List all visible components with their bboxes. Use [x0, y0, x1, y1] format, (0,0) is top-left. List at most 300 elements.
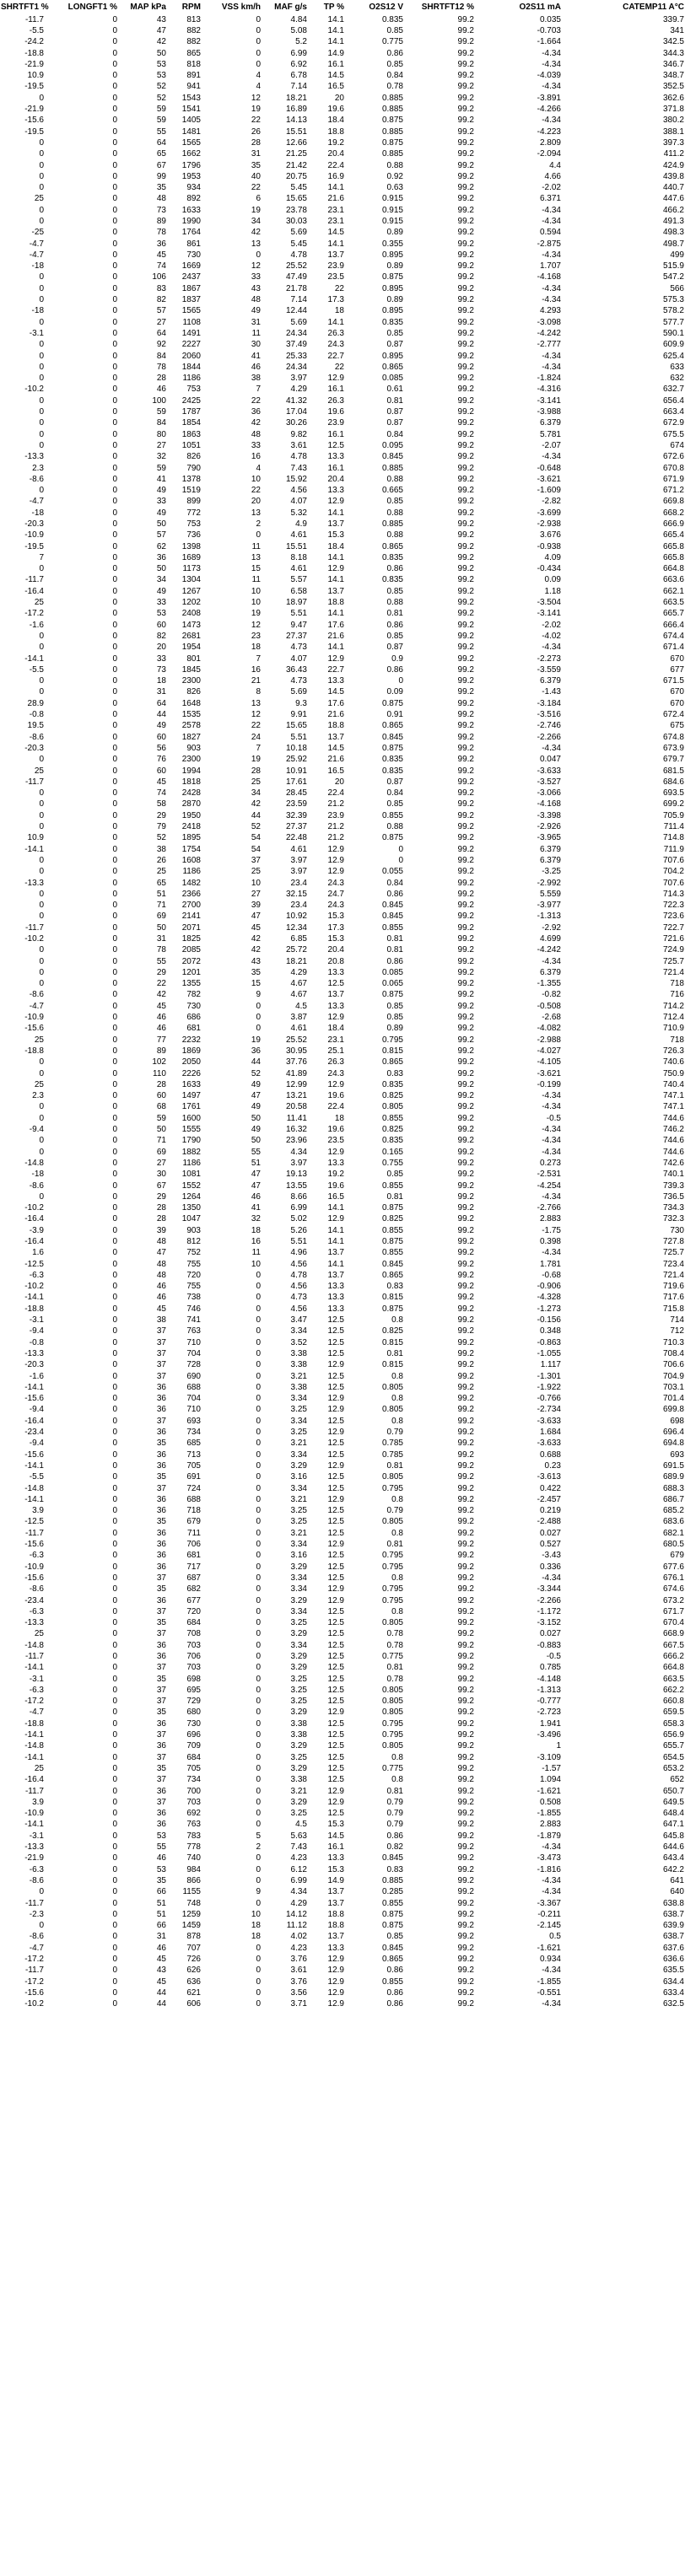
- table-cell: 50: [156, 48, 166, 58]
- table-cell: 3.34: [290, 1573, 307, 1583]
- table-cell: 718: [670, 979, 684, 989]
- table-cell: 46: [156, 1282, 166, 1292]
- table-cell: 0: [112, 1460, 117, 1471]
- table-cell: 99.2: [457, 362, 474, 372]
- table-cell: 2428: [181, 788, 201, 799]
- table-cell: 0.835: [381, 575, 403, 585]
- table-cell: 704: [186, 1394, 201, 1404]
- table-cell: 99.2: [457, 933, 474, 944]
- table-cell: 35: [156, 1618, 166, 1628]
- table-cell: 99.2: [457, 82, 474, 92]
- table-cell: 89: [156, 216, 166, 226]
- table-cell: 44: [156, 1987, 166, 1998]
- table-cell: 0.79: [386, 1820, 403, 1830]
- table-cell: 0: [112, 137, 117, 148]
- table-cell: 0.875: [381, 1304, 403, 1314]
- table-cell: -3.504: [537, 598, 561, 608]
- table-cell: -12.5: [24, 1517, 44, 1527]
- table-cell: 4.78: [290, 1270, 307, 1280]
- table-cell: 695: [186, 1685, 201, 1695]
- table-cell: 0: [256, 1282, 261, 1292]
- table-cell: 711.4: [663, 822, 684, 832]
- table-cell: 4.84: [290, 14, 307, 24]
- table-cell: 744.6: [662, 1147, 684, 1157]
- table-cell: 0.86: [386, 956, 403, 966]
- table-cell: 17.04: [285, 407, 307, 417]
- table-cell: 0: [256, 1584, 261, 1595]
- table-cell: -14.1: [24, 1663, 44, 1673]
- table-cell: 1186: [182, 374, 201, 384]
- table-cell: -1.313: [537, 1685, 561, 1695]
- table-cell: 21.25: [285, 149, 307, 159]
- table-cell: 13.21: [285, 1091, 307, 1101]
- table-cell: 0: [112, 575, 117, 585]
- table-cell: 1787: [181, 407, 201, 417]
- table-cell: 12.5: [327, 1551, 344, 1561]
- table-cell: 53: [156, 59, 166, 69]
- table-cell: 0.81: [386, 1191, 403, 1202]
- table-cell: 0: [112, 1606, 117, 1616]
- table-cell: 49: [251, 1079, 261, 1089]
- column-header-o2s11: O2S11 mA: [519, 3, 561, 12]
- table-cell: 10.18: [285, 743, 307, 753]
- table-cell: 0: [39, 855, 44, 865]
- table-cell: -1.855: [537, 1809, 561, 1819]
- table-cell: 0.845: [381, 1259, 403, 1269]
- table-cell: 0: [112, 1820, 117, 1830]
- table-cell: 25: [34, 1035, 44, 1045]
- table-cell: 0.815: [381, 1360, 403, 1370]
- table-cell: 6.99: [290, 48, 307, 58]
- table-cell: -15.6: [24, 1540, 44, 1550]
- table-cell: 783: [186, 1831, 201, 1841]
- table-row: [0, 1640, 685, 1651]
- table-row: [0, 912, 685, 922]
- table-cell: 24.7: [327, 889, 344, 899]
- table-cell: 37: [156, 1752, 166, 1762]
- table-cell: 36: [156, 1494, 166, 1504]
- table-cell: 0: [112, 1831, 117, 1841]
- table-cell: 14.1: [327, 14, 344, 24]
- table-cell: 5.69: [290, 228, 307, 238]
- table-cell: 99.2: [457, 777, 474, 787]
- table-cell: 99.2: [457, 1932, 474, 1942]
- table-cell: 0.865: [381, 721, 403, 731]
- table-cell: 23.1: [327, 1035, 344, 1045]
- table-cell: 866: [186, 1875, 201, 1885]
- table-cell: 50: [156, 519, 166, 529]
- table-cell: 0: [112, 429, 117, 439]
- table-cell: -4.242: [537, 328, 561, 338]
- table-cell: 12.34: [285, 922, 307, 933]
- table-cell: 665.7: [662, 609, 684, 619]
- table-cell: 0: [112, 1113, 117, 1123]
- table-cell: 0.84: [386, 71, 403, 81]
- table-cell: 99.2: [457, 497, 474, 507]
- table-cell: 0.875: [381, 833, 403, 843]
- table-cell: 21.2: [327, 833, 344, 843]
- table-cell: 3.76: [290, 1955, 307, 1964]
- table-cell: 3.29: [290, 1629, 307, 1639]
- table-cell: -3.109: [537, 1752, 561, 1762]
- table-cell: 13.7: [327, 1898, 344, 1908]
- table-cell: 25.52: [285, 261, 307, 272]
- table-cell: 0: [39, 1921, 44, 1931]
- table-cell: 2085: [181, 945, 201, 955]
- table-cell: 650.7: [662, 1786, 684, 1796]
- table-cell: 703: [186, 1663, 201, 1673]
- table-cell: 37: [156, 1483, 166, 1493]
- table-cell: 5.57: [290, 575, 307, 585]
- table-cell: -16.4: [24, 1775, 44, 1785]
- table-cell: 0: [112, 979, 117, 989]
- table-cell: 707.6: [662, 855, 684, 865]
- table-cell: 55: [156, 956, 166, 966]
- table-cell: 0: [256, 1629, 261, 1639]
- table-cell: 11.41: [286, 1113, 307, 1123]
- table-cell: 0: [112, 1147, 117, 1157]
- table-cell: 0.855: [381, 922, 403, 933]
- table-cell: 703: [186, 1797, 201, 1807]
- table-cell: 3.52: [290, 1337, 307, 1347]
- table-cell: 0: [112, 766, 117, 776]
- table-cell: 1047: [181, 1214, 201, 1224]
- table-cell: 3.34: [290, 1640, 307, 1650]
- table-cell: -14.1: [24, 1820, 44, 1830]
- table-cell: 640: [670, 1887, 684, 1897]
- table-cell: 99.2: [457, 1887, 474, 1897]
- table-cell: 0: [112, 1214, 117, 1224]
- table-cell: 0.8: [391, 1775, 403, 1785]
- table-cell: -3.141: [537, 609, 561, 619]
- table-cell: 0: [112, 1663, 117, 1673]
- table-cell: 0.8: [391, 1573, 403, 1583]
- table-cell: 6.12: [290, 1864, 307, 1874]
- table-cell: 0: [256, 1013, 261, 1023]
- table-cell: 2227: [181, 340, 201, 350]
- table-cell: 13.7: [327, 519, 344, 529]
- table-cell: 0: [39, 418, 44, 428]
- table-cell: -4.34: [542, 452, 561, 462]
- table-cell: 0: [39, 631, 44, 641]
- table-row: [0, 1382, 685, 1393]
- table-cell: 23.4: [290, 901, 307, 911]
- table-cell: 515.9: [662, 261, 684, 272]
- table-cell: 740.1: [662, 1170, 684, 1180]
- table-row: [0, 1887, 685, 1898]
- table-cell: 13: [251, 239, 261, 249]
- table-cell: 720: [186, 1606, 201, 1616]
- table-row: [0, 1707, 685, 1718]
- table-cell: 12.9: [327, 1987, 344, 1998]
- table-cell: 42: [251, 933, 261, 944]
- table-cell: 4.23: [290, 1943, 307, 1953]
- table-cell: 0: [256, 1371, 261, 1381]
- table-cell: 42: [251, 418, 261, 428]
- table-cell: 58: [156, 799, 166, 809]
- table-cell: 99.2: [457, 1282, 474, 1292]
- table-cell: 0: [112, 295, 117, 305]
- table-cell: 0: [112, 912, 117, 922]
- table-cell: 665.8: [662, 552, 684, 562]
- table-cell: 0: [256, 1483, 261, 1493]
- table-cell: 1633: [181, 205, 201, 215]
- table-cell: 0: [256, 1674, 261, 1684]
- table-cell: -16.4: [24, 1416, 44, 1426]
- table-cell: 35: [156, 1707, 166, 1718]
- table-cell: 0: [112, 1035, 117, 1045]
- table-cell: 23.96: [285, 1136, 307, 1146]
- table-cell: 24.34: [285, 362, 307, 372]
- table-cell: 99.2: [457, 1348, 474, 1358]
- table-cell: 0.825: [381, 1214, 403, 1224]
- table-cell: 0: [256, 1360, 261, 1370]
- table-cell: 27: [251, 889, 261, 899]
- table-cell: 1173: [182, 564, 201, 574]
- table-cell: 99.2: [457, 990, 474, 1000]
- table-cell: 0.85: [386, 631, 403, 641]
- table-cell: 12.9: [327, 1079, 344, 1089]
- table-cell: 12.5: [327, 979, 344, 989]
- table-cell: -3.699: [537, 508, 561, 518]
- table-cell: -10.9: [24, 1013, 44, 1023]
- table-cell: 1355: [181, 979, 201, 989]
- table-row: [0, 1012, 685, 1023]
- table-cell: -10.9: [24, 1809, 44, 1819]
- table-cell: 99.2: [457, 889, 474, 899]
- table-cell: -1.879: [537, 1831, 561, 1841]
- table-cell: 13.3: [327, 1304, 344, 1314]
- table-cell: -4.34: [542, 1136, 561, 1146]
- table-cell: -2.531: [537, 1170, 561, 1180]
- table-cell: 33: [156, 497, 166, 507]
- table-cell: 3.71: [290, 1999, 307, 2009]
- table-cell: 891: [186, 71, 201, 81]
- table-cell: 0.085: [381, 374, 403, 384]
- table-cell: 99.2: [457, 171, 474, 181]
- table-cell: 13.7: [327, 586, 344, 596]
- table-cell: 32.39: [285, 810, 307, 820]
- table-cell: 99.2: [457, 261, 474, 272]
- table-cell: 666.9: [662, 519, 684, 529]
- table-cell: -4.34: [542, 1248, 561, 1258]
- table-cell: 12.9: [327, 374, 344, 384]
- table-cell: 0: [256, 1517, 261, 1527]
- table-cell: 0: [112, 552, 117, 562]
- table-cell: 4.9: [295, 519, 307, 529]
- table-cell: 99.2: [457, 1786, 474, 1796]
- table-cell: 0: [256, 1449, 261, 1460]
- table-cell: 42: [251, 945, 261, 955]
- table-cell: 50: [156, 922, 166, 933]
- table-cell: 0: [112, 643, 117, 653]
- table-cell: 670: [670, 698, 684, 708]
- table-cell: 590.1: [662, 328, 684, 338]
- table-cell: 25: [34, 598, 44, 608]
- table-row: [0, 1729, 685, 1740]
- table-cell: 19.5: [27, 721, 44, 731]
- table-cell: 0: [39, 676, 44, 686]
- table-cell: 0.8: [391, 1371, 403, 1381]
- table-cell: 99.2: [457, 351, 474, 361]
- table-cell: 704.9: [662, 1371, 684, 1381]
- table-row: [0, 867, 685, 878]
- table-row: [0, 1416, 685, 1427]
- table-row: [0, 1809, 685, 1820]
- table-cell: -2.457: [537, 1494, 561, 1504]
- table-cell: 77: [156, 1035, 166, 1045]
- table-cell: 1350: [181, 1203, 201, 1213]
- table-cell: 698: [670, 1416, 684, 1426]
- table-cell: 712.4: [662, 1013, 684, 1023]
- table-cell: -3.621: [537, 1068, 561, 1078]
- table-cell: 99.2: [457, 452, 474, 462]
- table-row: [0, 1202, 685, 1213]
- table-row: [0, 687, 685, 698]
- table-cell: 25: [156, 867, 166, 877]
- table-cell: 99.2: [457, 1697, 474, 1707]
- table-cell: 0.85: [386, 799, 403, 809]
- table-cell: 1186: [182, 867, 201, 877]
- table-cell: 4.29: [290, 385, 307, 395]
- table-cell: 99.2: [457, 878, 474, 888]
- table-cell: 23.4: [290, 878, 307, 888]
- table-cell: 0: [112, 1416, 117, 1426]
- table-cell: 47.49: [285, 272, 307, 282]
- table-cell: 24.3: [327, 340, 344, 350]
- table-cell: 1491: [181, 328, 201, 338]
- table-cell: 0.885: [381, 93, 403, 103]
- table-cell: 99.2: [457, 1079, 474, 1089]
- table-cell: 685: [186, 1439, 201, 1449]
- table-row: [0, 1225, 685, 1236]
- table-cell: 3.76: [290, 1976, 307, 1987]
- table-cell: 3.25: [290, 1809, 307, 1819]
- table-cell: 0: [112, 116, 117, 126]
- table-cell: 12.99: [285, 1079, 307, 1089]
- table-cell: 0: [112, 1506, 117, 1516]
- table-cell: 1863: [181, 429, 201, 439]
- table-cell: 0: [256, 1326, 261, 1336]
- table-cell: 0.855: [381, 810, 403, 820]
- table-cell: 882: [186, 37, 201, 47]
- table-cell: 60: [156, 1091, 166, 1101]
- table-cell: 0: [112, 1405, 117, 1415]
- table-cell: -2.92: [542, 922, 561, 933]
- table-cell: 13.3: [327, 967, 344, 977]
- table-cell: 51: [156, 1909, 166, 1919]
- table-cell: 0: [112, 250, 117, 260]
- table-cell: 0: [112, 216, 117, 226]
- table-cell: 705: [186, 1763, 201, 1773]
- table-cell: 0: [39, 889, 44, 899]
- table-cell: 41: [156, 474, 166, 484]
- table-cell: 12.9: [327, 1976, 344, 1987]
- table-cell: 99.2: [457, 1113, 474, 1123]
- table-cell: 726.3: [662, 1046, 684, 1056]
- table-cell: 20: [156, 643, 166, 653]
- table-cell: 1825: [181, 933, 201, 944]
- table-cell: 12.9: [327, 564, 344, 574]
- table-row: [0, 1909, 685, 1920]
- table-cell: 99.2: [457, 1125, 474, 1135]
- table-cell: 346.7: [662, 59, 684, 69]
- table-cell: -15.6: [24, 1024, 44, 1034]
- table-cell: 0: [39, 799, 44, 809]
- table-cell: 0.83: [386, 1864, 403, 1874]
- table-cell: 35: [156, 1674, 166, 1684]
- table-cell: 4.29: [290, 1898, 307, 1908]
- table-cell: 671.9: [662, 474, 684, 484]
- table-cell: 99.2: [457, 912, 474, 922]
- table-cell: 0: [398, 844, 403, 854]
- table-cell: 0.83: [386, 1068, 403, 1078]
- table-row: [0, 1966, 685, 1976]
- table-cell: -4.34: [542, 48, 561, 58]
- table-cell: 0.805: [381, 1405, 403, 1415]
- table-cell: 0: [256, 1606, 261, 1616]
- table-cell: 25.33: [285, 351, 307, 361]
- table-row: [0, 497, 685, 508]
- table-cell: 681: [186, 1024, 201, 1034]
- table-row: [0, 1864, 685, 1875]
- table-cell: 0: [112, 653, 117, 664]
- table-cell: -2.3: [29, 1909, 44, 1919]
- table-cell: -2.926: [537, 822, 561, 832]
- table-row: [0, 70, 685, 81]
- table-cell: 30.95: [285, 1046, 307, 1056]
- table-cell: 26: [251, 126, 261, 137]
- table-cell: 43: [156, 1966, 166, 1976]
- table-cell: -4.7: [29, 239, 44, 249]
- table-cell: 0: [112, 1449, 117, 1460]
- table-cell: 641: [670, 1875, 684, 1885]
- table-cell: 99.2: [457, 1640, 474, 1650]
- table-cell: 0.85: [386, 586, 403, 596]
- table-cell: 674.8: [662, 732, 684, 742]
- table-cell: 0: [112, 1528, 117, 1538]
- table-cell: 714.2: [662, 1001, 684, 1011]
- table-cell: -15.6: [24, 1573, 44, 1583]
- table-cell: -3.141: [537, 395, 561, 406]
- table-cell: 1882: [181, 1147, 201, 1157]
- table-cell: 0.845: [381, 732, 403, 742]
- table-cell: 0.795: [381, 1584, 403, 1595]
- table-cell: 2300: [181, 676, 201, 686]
- table-cell: 20: [251, 497, 261, 507]
- table-cell: 704.2: [662, 867, 684, 877]
- table-cell: 53: [156, 71, 166, 81]
- table-cell: 99.2: [457, 855, 474, 865]
- table-cell: 0: [256, 1348, 261, 1358]
- table-cell: 3.676: [539, 530, 561, 540]
- table-cell: 12.9: [327, 1013, 344, 1023]
- table-cell: 13.55: [285, 1180, 307, 1191]
- table-cell: 99.2: [457, 967, 474, 977]
- table-row: [0, 1797, 685, 1808]
- table-cell: 663.5: [662, 598, 684, 608]
- table-cell: 99.2: [457, 1573, 474, 1583]
- table-cell: 99.2: [457, 1102, 474, 1112]
- table-cell: 0: [39, 362, 44, 372]
- table-cell: 674: [670, 440, 684, 450]
- table-cell: 1541: [181, 105, 201, 115]
- table-cell: 22: [334, 283, 344, 293]
- table-cell: 66: [156, 1921, 166, 1931]
- table-cell: 16.32: [285, 1125, 307, 1135]
- table-cell: 37: [156, 1663, 166, 1673]
- table-cell: -4.34: [542, 1102, 561, 1112]
